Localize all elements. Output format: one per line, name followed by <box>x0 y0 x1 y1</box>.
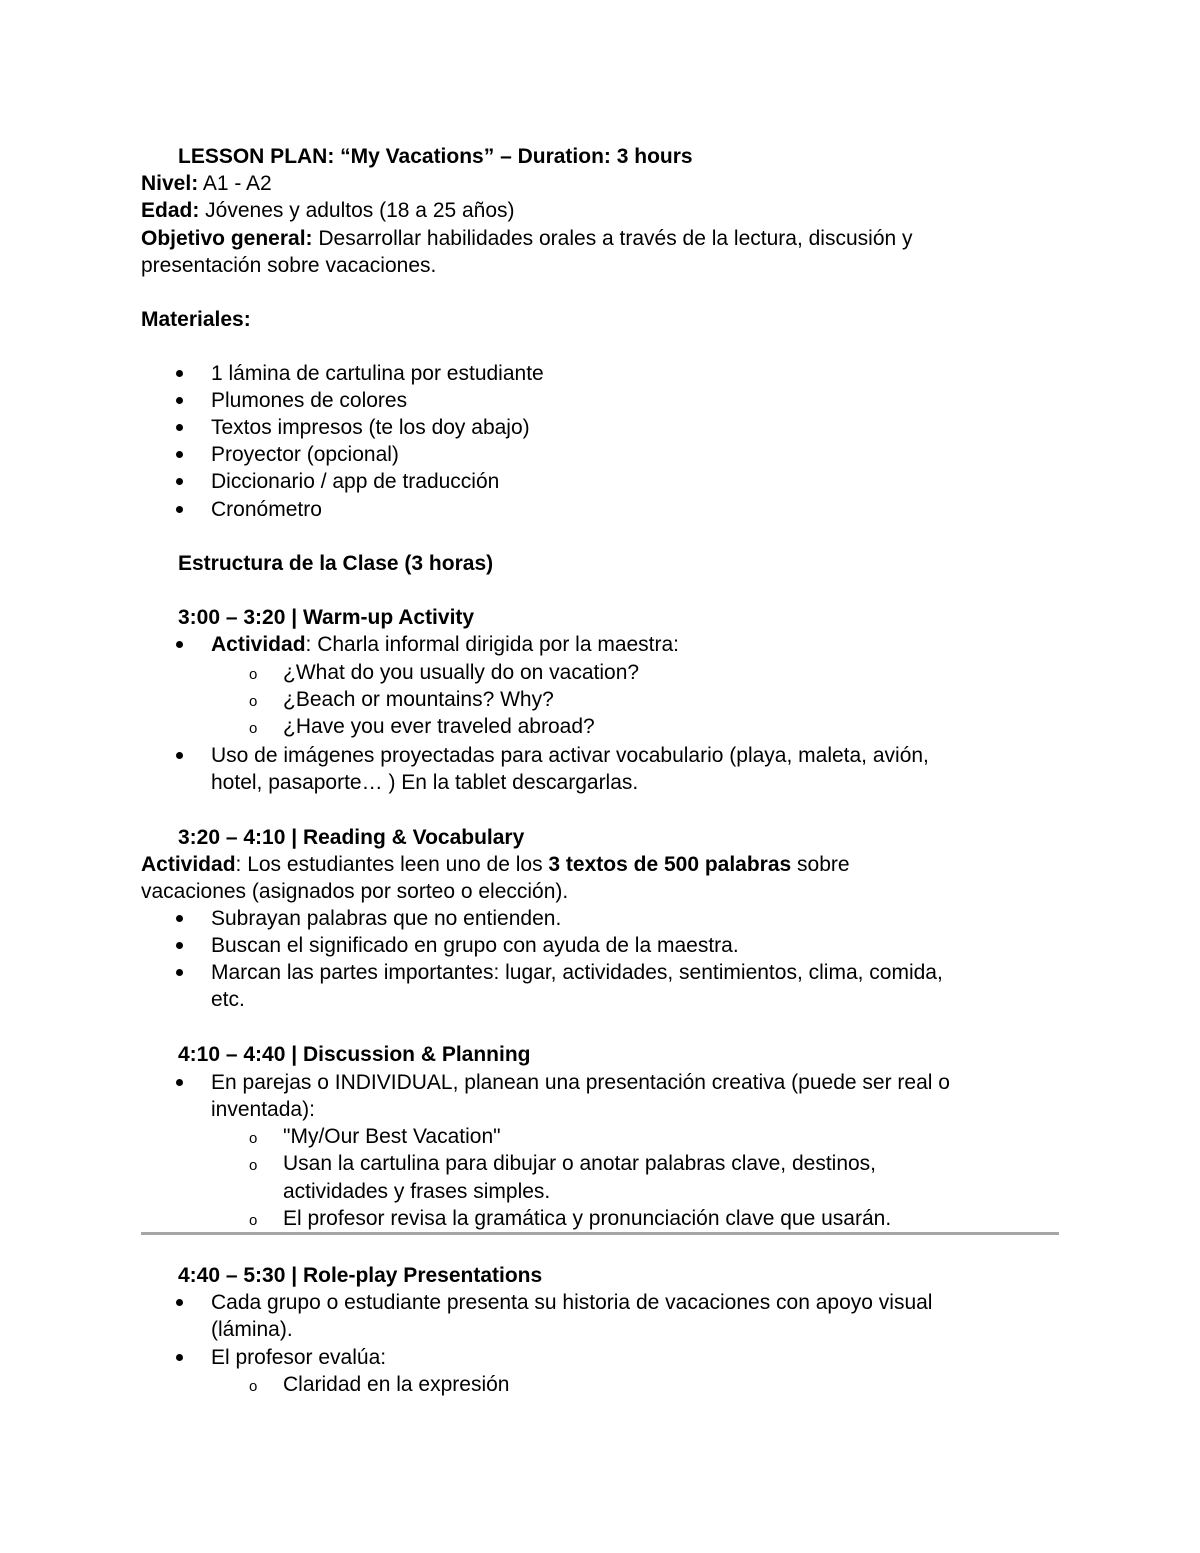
material-item: Textos impresos (te los doy abajo) <box>211 416 530 439</box>
actividad-label: Actividad <box>211 633 306 656</box>
bullet-icon <box>176 1354 183 1361</box>
circle-bullet-icon: o <box>249 1378 258 1395</box>
reading-heading: 3:20 – 4:10 | Reading & Vocabulary <box>178 826 525 849</box>
material-item: Proyector (opcional) <box>211 443 399 466</box>
circle-bullet-icon: o <box>249 666 258 683</box>
actividad-text-b: sobre <box>791 853 850 876</box>
reading-item: Buscan el significado en grupo con ayuda de la maestra. <box>211 934 739 957</box>
bullet-icon <box>176 506 183 513</box>
circle-bullet-icon: o <box>249 720 258 737</box>
bullet-icon <box>176 969 183 976</box>
edad-line <box>141 197 515 224</box>
nivel-label: Nivel: <box>141 172 199 195</box>
reading-item: Marcan las partes importantes: lugar, actividades, sentimientos, clima, comida, <box>211 961 943 984</box>
material-item: 1 lámina de cartulina por estudiante <box>211 362 544 385</box>
edad-value: Jóvenes y adultos (18 a 25 años) <box>199 199 515 222</box>
discussion-subitem-cont: actividades y frases simples. <box>283 1180 551 1203</box>
bullet-icon <box>176 451 183 458</box>
warmup-question: ¿Have you ever traveled abroad? <box>283 715 595 738</box>
warmup-uso-1: Uso de imágenes proyectadas para activar vocabulario (playa, maleta, avión, <box>211 744 929 767</box>
warmup-question: ¿What do you usually do on vacation? <box>283 661 640 684</box>
roleplay-item-1: Cada grupo o estudiante presenta su historia de vacaciones con apoyo visual <box>211 1291 933 1314</box>
objetivo-line <box>141 225 913 252</box>
material-item: Diccionario / app de traducción <box>211 470 500 493</box>
bullet-icon <box>176 397 183 404</box>
discussion-item-1: En parejas o INDIVIDUAL, planean una presentación creativa (puede ser real o <box>211 1071 950 1094</box>
roleplay-heading: 4:40 – 5:30 | Role-play Presentations <box>178 1264 543 1287</box>
objetivo-label: Objetivo general: <box>141 227 313 250</box>
bullet-icon <box>176 370 183 377</box>
discussion-subitem: Usan la cartulina para dibujar o anotar palabras clave, destinos, <box>283 1152 877 1175</box>
discussion-subitem: El profesor revisa la gramática y pronunciación clave que usarán. <box>283 1207 892 1230</box>
warmup-uso-2: hotel, pasaporte… ) En la tablet descargarlas. <box>211 771 639 794</box>
warmup-question: ¿Beach or mountains? Why? <box>283 688 554 711</box>
bullet-icon <box>176 1299 183 1306</box>
reading-actividad <box>141 851 850 878</box>
discussion-subitem: "My/Our Best Vacation" <box>283 1125 501 1148</box>
discussion-item-2: inventada): <box>211 1098 315 1121</box>
page-title: LESSON PLAN: “My Vacations” – Duration: 3 hours <box>178 145 693 168</box>
nivel-line <box>141 170 272 197</box>
roleplay-item-2: El profesor evalúa: <box>211 1346 387 1369</box>
actividad-bold: 3 textos de 500 palabras <box>548 853 792 876</box>
circle-bullet-icon: o <box>249 693 258 710</box>
roleplay-item-1-cont: (lámina). <box>211 1318 293 1341</box>
material-item: Plumones de colores <box>211 389 408 412</box>
edad-label: Edad: <box>141 199 200 222</box>
bullet-icon <box>176 478 183 485</box>
bullet-icon <box>176 942 183 949</box>
actividad-label: Actividad <box>141 853 236 876</box>
bullet-icon <box>176 641 183 648</box>
horizontal-rule <box>141 1232 1059 1235</box>
bullet-icon <box>176 1079 183 1086</box>
warmup-actividad <box>211 631 679 658</box>
circle-bullet-icon: o <box>249 1212 258 1229</box>
reading-item: Subrayan palabras que no entienden. <box>211 907 562 930</box>
nivel-value: A1 - A2 <box>198 172 272 195</box>
actividad-text: : Charla informal dirigida por la maestra: <box>305 633 680 656</box>
roleplay-subitem: Claridad en la expresión <box>283 1373 510 1396</box>
actividad-text-a: : Los estudiantes leen uno de los <box>235 853 549 876</box>
materiales-label: Materiales: <box>141 308 251 331</box>
warmup-heading: 3:00 – 3:20 | Warm-up Activity <box>178 606 475 629</box>
objetivo-value-1: Desarrollar habilidades orales a través de la lectura, discusión y <box>312 227 913 250</box>
bullet-icon <box>176 752 183 759</box>
circle-bullet-icon: o <box>249 1130 258 1147</box>
circle-bullet-icon: o <box>249 1157 258 1174</box>
bullet-icon <box>176 915 183 922</box>
discussion-heading: 4:10 – 4:40 | Discussion & Planning <box>178 1043 531 1066</box>
bullet-icon <box>176 424 183 431</box>
objetivo-value-2: presentación sobre vacaciones. <box>141 254 437 277</box>
material-item: Cronómetro <box>211 498 322 521</box>
reading-actividad-2: vacaciones (asignados por sorteo o elección). <box>141 880 569 903</box>
reading-item-cont: etc. <box>211 988 245 1011</box>
estructura-title: Estructura de la Clase (3 horas) <box>178 552 494 575</box>
